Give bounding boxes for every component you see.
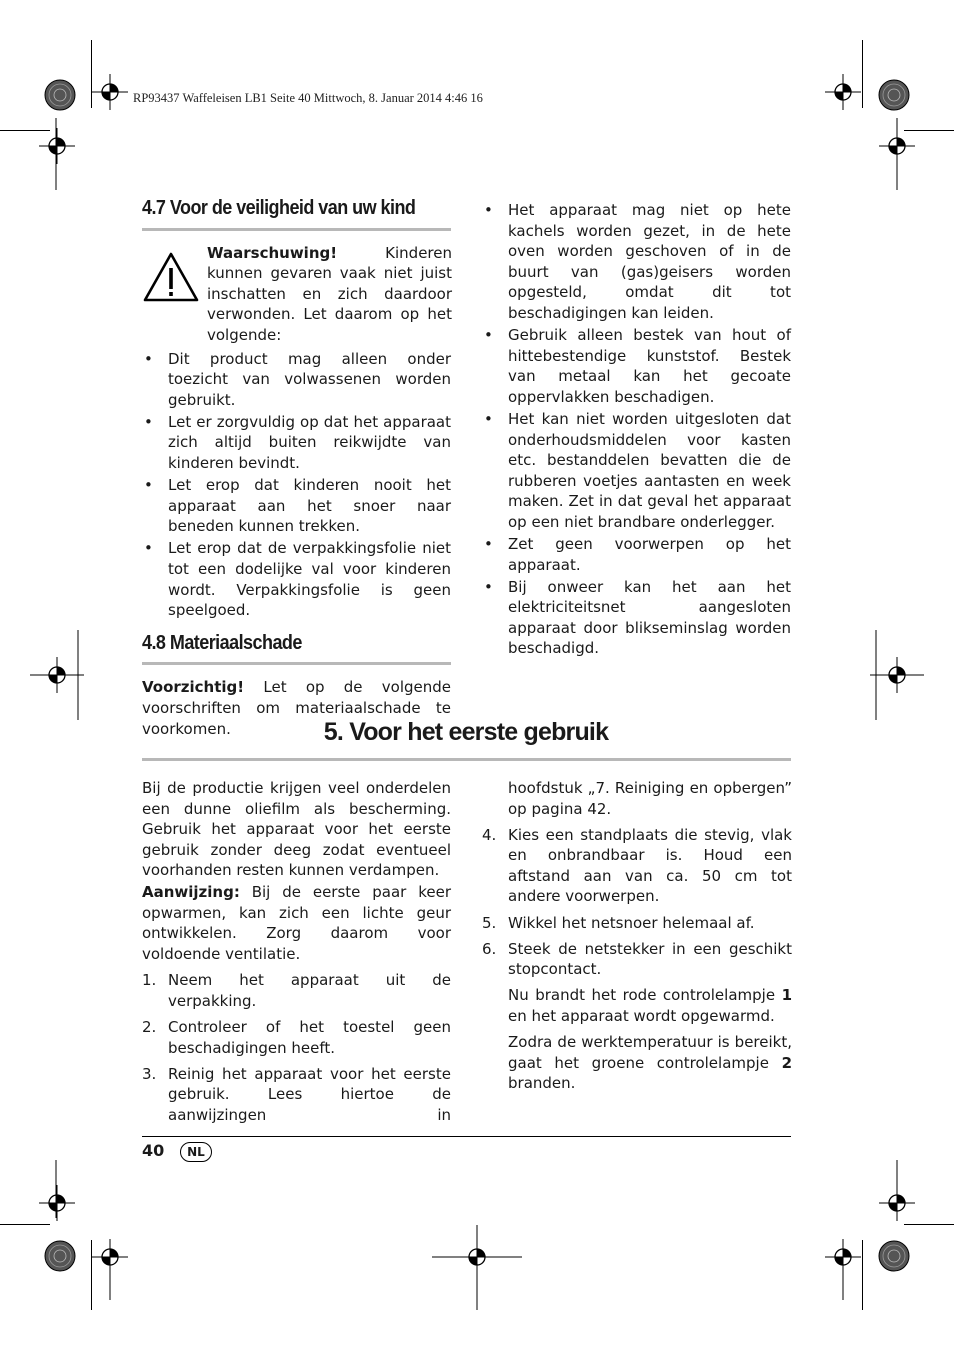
caution-label: Voorzichtig! [142,678,245,697]
section-4-7-title: 4.7 Voor de veiligheid van uw kind [142,197,416,219]
list-item: • Dit product mag alleen onder toezicht van volwassenen worden gebruikt. [144,349,451,409]
section-4-8-title: 4.8 Materiaalschade [142,631,302,654]
list-item: • Let er zorgvuldig op dat het apparaat zich altijd buiten reikwijdte van kinderen bevindt. [144,412,451,473]
right-column-top [482,200,791,661]
list-item: 4. Kies een standplaats die stevig, vlak en onbrandbaar is. Houd een aftstand aan van ca. 50 cm tot andere voorwerpen. [482,825,792,906]
list-item: 3. Reinig het apparaat voor het eerste gebruik. Lees hiertoe de aanwijzingen in [142,1064,451,1124]
list-item: • Zet geen voorwerpen op het apparaat. [484,535,791,574]
section-divider [142,662,451,665]
steps-list-left [142,970,451,1125]
section-divider [142,228,451,231]
warning-body: Kinderen kunnen gevaren vaak niet juist inschatten en zich daardoor verwonden. Let daarom op het volgende: [207,243,452,344]
page-number: 40 [142,1141,165,1160]
note-label: Aanwijzing: [142,882,240,901]
list-item: • Het apparaat mag niet op hete kachels worden gezet, in de hete oven worden geschoven of in de buurt van (gas)geisers worden opgesteld, omdat dit tot beschadigingen kan leiden. [484,201,791,322]
list-item: 6. Steek de netstekker in een geschikt stopcontact. [482,939,792,979]
section-5-title: 5. Voor het eerste gebruik [323,718,609,746]
material-damage-list [482,200,791,659]
list-item: • Let erop dat de verpakkingsfolie niet tot een dodelijke val voor kinderen wordt. Verpakkingsfolie is geen speelgoed. [144,539,451,620]
child-safety-list [142,349,451,621]
print-header: RP93437 Waffeleisen LB1 Seite 40 Mittwoch, 8. Januar 2014 4:46 16 [133,91,483,105]
steps-list-right [482,825,792,980]
caution-text: Voorzichtig! Let op de volgende voorschriften om materiaalschade te voorkomen. [142,678,451,738]
list-item: 1. Neem het apparaat uit de verpakking. [142,971,451,1010]
language-badge: NL [180,1142,212,1162]
list-item: • Gebruik alleen bestek van hout of hittebestendige kunststof. Bestek van metaal kan het gecoate oppervlakken beschadigen. [484,326,791,406]
section-5-divider [142,758,791,761]
right-column-bottom [482,778,792,1094]
warning-triangle-icon [142,251,200,303]
list-item: 5. Wikkel het netsnoer helemaal af. [482,913,755,932]
left-column-top [142,198,451,739]
footer-rule [142,1136,791,1137]
step-3-continued: hoofdstuk „7. Reiniging en opbergen” op pagina 42. [508,779,792,818]
list-item: • Het kan niet worden uitgesloten dat onderhoudsmiddelen voor kasten etc. bestanddelen bevatten die de rubberen voetjes aantasten en week maken. Zet in dat geval het apparaat op een niet brandbare onderlegger. [484,409,791,531]
warning-box [142,243,451,343]
intro-paragraph: Bij de productie krijgen veel onderdelen een dunne oliefilm als bescherming. Gebruik het apparaat voor het eerste gebruik zonder deeg zodat eventueel voorhanden resten kunnen verdampen. [142,779,451,880]
warning-label: Waarschuwing! [207,243,338,262]
red-lamp-paragraph: Nu brandt het rode controlelampje 1 en het apparaat wordt opgewarmd. [508,986,792,1025]
list-item: • Bij onweer kan het aan het elektriciteitsnet aangesloten apparaat door blikseminslag worden beschadigd. [484,577,791,658]
list-item: • Let erop dat kinderen nooit het apparaat aan het snoer naar beneden kunnen trekken. [144,476,451,536]
list-item: 2. Controleer of het toestel geen beschadigingen heeft. [142,1018,451,1057]
note-paragraph: Aanwijzing: Bij de eerste paar keer opwarmen, kan zich een lichte geur ontwikkelen. Zorg daarom voor voldoende ventilatie. [142,882,451,963]
warning-text [207,243,452,346]
green-lamp-paragraph: Zodra de werktemperatuur is bereikt, gaat het groene controlelampje 2 branden. [508,1033,792,1093]
left-column-bottom [142,778,451,1131]
